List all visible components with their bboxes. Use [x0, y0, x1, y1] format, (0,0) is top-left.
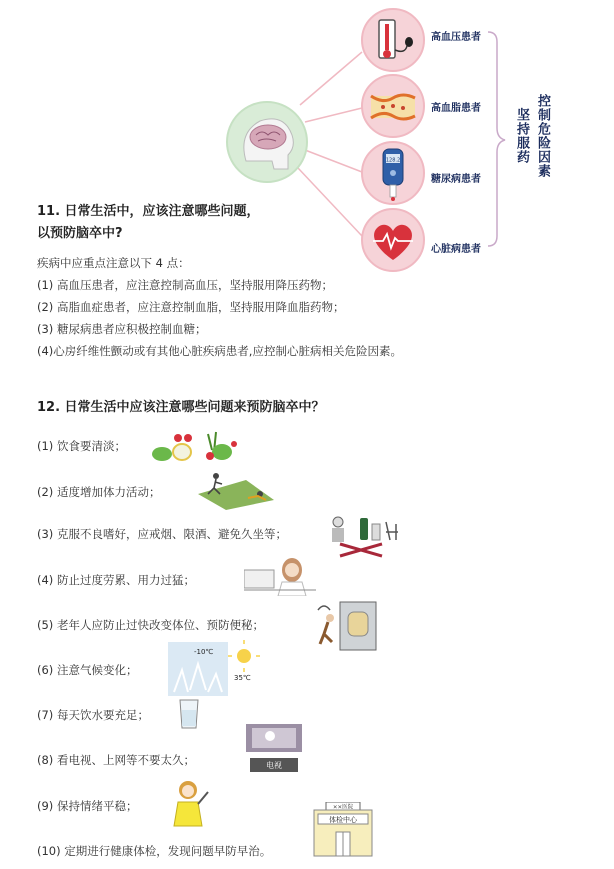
hyperlipidemia-label: 高血脂患者	[431, 103, 481, 114]
q11-body	[37, 256, 402, 358]
q11-title-line1: 11. 日常生活中，应该注意哪些问题，	[37, 204, 260, 219]
q11-point: (3) 糖尿病患者应积极控制血糖；	[37, 322, 207, 336]
brain-circle	[226, 101, 308, 183]
q12-item-habits: (3) 克服不良嗜好，应戒烟、限酒、避免久坐等；	[37, 527, 287, 541]
vegetables-icon	[148, 430, 244, 464]
tired-worker-icon	[244, 556, 318, 596]
hypertension-circle	[361, 8, 425, 72]
q12-item-exercise: (2) 适度增加体力活动；	[37, 485, 161, 499]
svg-text:35℃: 35℃	[234, 674, 251, 682]
q12-title: 12. 日常生活中应该注意哪些问题来预防脑卒中？	[37, 400, 325, 415]
svg-text:128.2: 128.2	[385, 157, 401, 164]
brain-head-icon	[228, 103, 306, 181]
q12-item-water: (7) 每天饮水要充足；	[37, 708, 149, 722]
svg-text:体检中心: 体检中心	[329, 816, 357, 824]
weather-icon	[168, 640, 260, 698]
svg-text:-10℃: -10℃	[194, 648, 214, 656]
q11-intro: 疾病中应重点注意以下 4 点：	[37, 256, 190, 270]
q11-section	[37, 201, 477, 245]
svg-text:电视: 电视	[266, 761, 282, 770]
vertical-label-risk: 控制危险因素	[535, 94, 550, 178]
q12-item-overwork: (4) 防止过度劳累、用力过猛；	[37, 573, 195, 587]
no-smoking-drinking-icon	[326, 512, 406, 558]
q11-title-line2: 以预防脑卒中?	[37, 226, 123, 241]
q12-item-screen-time: (8) 看电视、上网等不要太久；	[37, 753, 195, 767]
running-icon	[196, 470, 278, 512]
q12-item-checkup: (10) 定期进行健康体检，发现问题早防早治。	[37, 844, 272, 858]
glucose-meter-icon	[363, 143, 423, 203]
vertical-label-medication: 坚持服药	[514, 108, 529, 164]
tv-icon	[242, 724, 306, 774]
diabetes-label: 糖尿病患者	[431, 174, 481, 185]
svg-text:××医院: ××医院	[332, 804, 354, 811]
q12-item-elderly: (5) 老年人应防止过快改变体位、预防便秘；	[37, 618, 264, 632]
thermometer-gauge-icon	[363, 10, 423, 70]
q11-point: (1) 高血压患者，应注意控制高血压，坚持服用降压药物；	[37, 278, 333, 292]
blood-vessel-icon	[363, 76, 423, 136]
hypertension-label: 高血压患者	[431, 32, 481, 43]
water-glass-icon	[178, 698, 200, 730]
q12-item-emotions: (9) 保持情绪平稳；	[37, 799, 138, 813]
toilet-elderly-icon	[310, 598, 380, 654]
q12-item-weather: (6) 注意气候变化；	[37, 663, 138, 677]
happy-person-icon	[172, 778, 212, 830]
q12-item-diet: (1) 饮食要清淡；	[37, 439, 126, 453]
hyperlipidemia-circle	[361, 74, 425, 138]
clinic-building-icon	[312, 802, 374, 858]
diabetes-circle	[361, 141, 425, 205]
q11-point: (2) 高脂血症患者，应注意控制血脂，坚持服用降血脂药物；	[37, 300, 345, 314]
q11-point: (4)心房纤维性颤动或有其他心脏疾病患者,应控制心脏病相关危险因素。	[37, 344, 402, 358]
heart-disease-label: 心脏病患者	[431, 244, 481, 255]
